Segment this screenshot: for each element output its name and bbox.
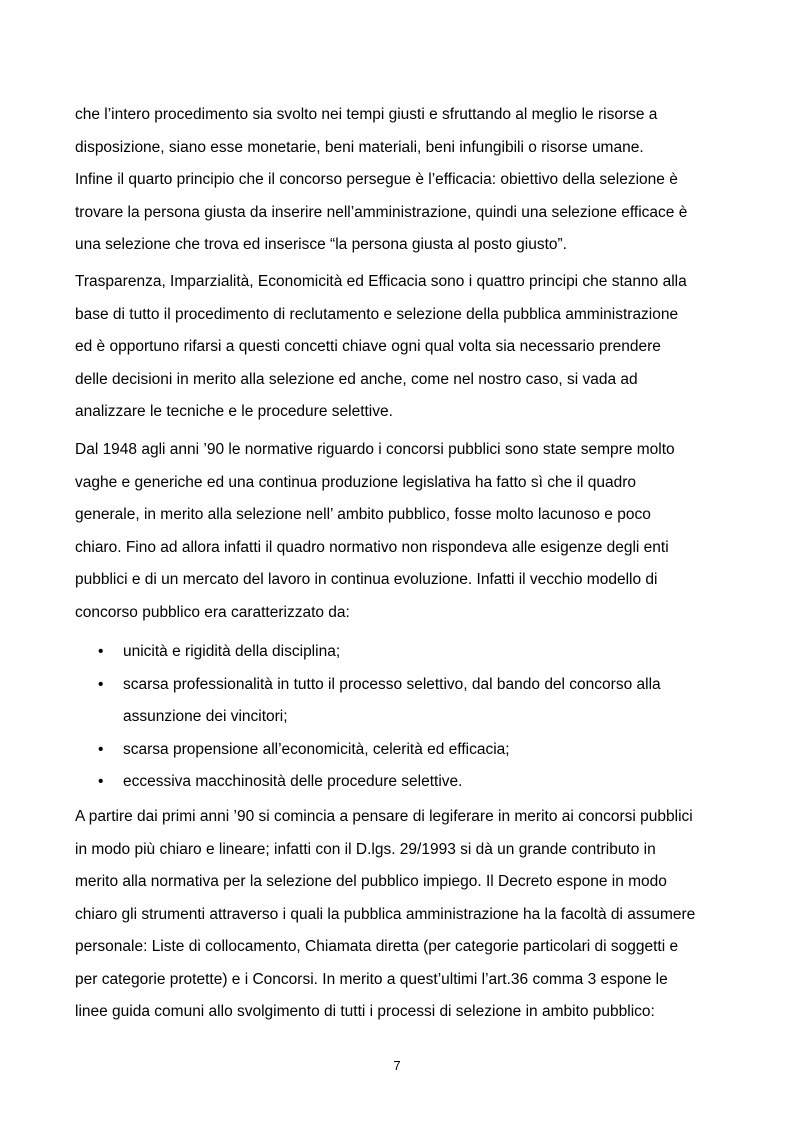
text-line: assunzione dei vincitori;: [123, 708, 288, 725]
list-item: [75, 669, 727, 734]
text-line: che l’intero procedimento sia svolto nei tempi giusti e sfruttando al meglio le risorse a: [75, 106, 658, 123]
list-item: [75, 636, 727, 669]
paragraph-principles: [75, 266, 727, 429]
paragraph-legislation: [75, 801, 727, 1029]
text-line: pubblici e di un mercato del lavoro in continua evoluzione. Infatti il vecchio modello di: [75, 571, 658, 588]
text-line: linee guida comuni allo svolgimento di tutti i processi di selezione in ambito pubblico:: [75, 1003, 655, 1020]
text-line: scarsa propensione all’economicità, celerità ed efficacia;: [123, 740, 510, 758]
text-line: trovare la persona giusta da inserire nell’amministrazione, quindi una selezione efficace è: [75, 203, 688, 221]
bullet-marker: •: [98, 773, 104, 790]
page-number: 7: [393, 1058, 401, 1073]
text-line: base di tutto il procedimento di reclutamento e selezione della pubblica amministrazione: [75, 305, 679, 323]
text-line: unicità e rigidità della disciplina;: [123, 643, 341, 660]
paragraph-history: [75, 434, 727, 629]
list-item: [75, 766, 727, 799]
text-line: in modo più chiaro e lineare; infatti con il D.lgs. 29/1993 si dà un grande contributo in: [75, 840, 656, 858]
text-line: una selezione che trova ed inserisce “la persona giusta al posto giusto”.: [75, 236, 567, 253]
bullet-marker: •: [98, 675, 104, 693]
text-line: eccessiva macchinosità delle procedure selettive.: [123, 773, 463, 790]
text-line: vaghe e generiche ed una continua produzione legislativa ha fatto sì che il quadro: [75, 473, 636, 491]
text-line: chiaro. Fino ad allora infatti il quadro normativo non rispondeva alle esigenze degli enti: [75, 538, 669, 556]
text-line: disposizione, siano esse monetarie, beni materiali, beni infungibili o risorse umane.: [75, 138, 644, 156]
text-line: Infine il quarto principio che il concorso persegue è l’efficacia: obiettivo della selezione è: [75, 171, 678, 188]
text-line: generale, in merito alla selezione nell’ ambito pubblico, fosse molto lacunoso e poco: [75, 506, 651, 523]
bullet-list: [75, 636, 727, 799]
list-item: [75, 734, 727, 767]
text-line: scarsa professionalità in tutto il processo selettivo, dal bando del concorso alla: [123, 675, 661, 693]
text-line: A partire dai primi anni ’90 si comincia a pensare di legiferare in merito ai concorsi pubblici: [75, 808, 693, 825]
bullet-marker: •: [98, 740, 104, 758]
paragraph-efficiency: [75, 99, 727, 262]
text-line: per categorie protette) e i Concorsi. In merito a quest’ultimi l’art.36 comma 3 espone le: [75, 970, 668, 988]
text-line: ed è opportuno rifarsi a questi concetti chiave ogni qual volta sia necessario prendere: [75, 338, 661, 355]
text-line: Trasparenza, Imparzialità, Economicità ed Efficacia sono i quattro principi che stanno alla: [75, 273, 687, 290]
text-line: analizzare le tecniche e le procedure selettive.: [75, 403, 393, 420]
text-line: delle decisioni in merito alla selezione ed anche, come nel nostro caso, si vada ad: [75, 370, 638, 388]
bullet-marker: •: [98, 643, 104, 660]
text-line: chiaro gli strumenti attraverso i quali la pubblica amministrazione ha la facoltà di assumere: [75, 905, 696, 923]
text-line: Dal 1948 agli anni ’90 le normative riguardo i concorsi pubblici sono state sempre molto: [75, 441, 675, 458]
text-line: merito alla normativa per la selezione del pubblico impiego. Il Decreto espone in modo: [75, 873, 667, 890]
text-line: concorso pubblico era caratterizzato da:: [75, 603, 350, 621]
text-line: personale: Liste di collocamento, Chiamata diretta (per categorie particolari di soggetti e: [75, 938, 679, 955]
